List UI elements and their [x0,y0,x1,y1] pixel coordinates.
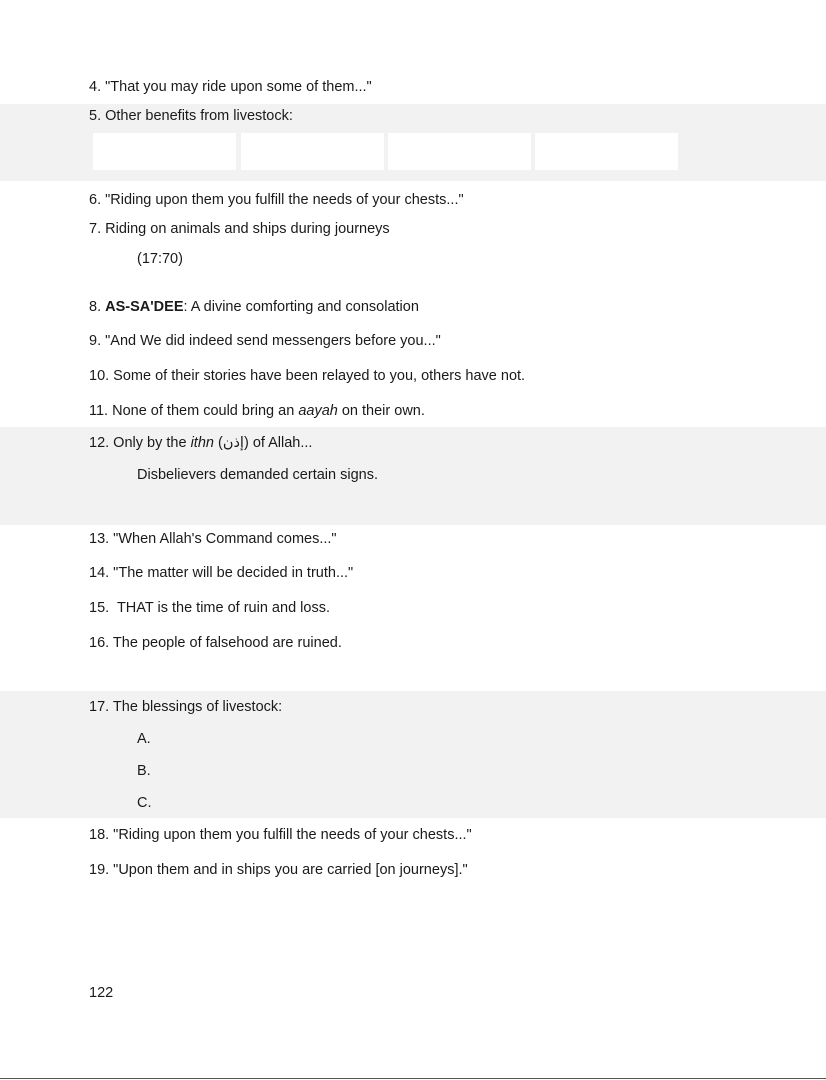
line-7: 7. Riding on animals and ships during journeys [89,221,390,237]
line-8-bold: AS-SA'DEE [105,299,184,315]
line-17-b: B. [137,763,151,779]
answer-box-2[interactable] [241,133,384,170]
line-11-post: on their own. [337,403,425,419]
page-bottom-rule [0,1078,826,1079]
line-12-arabic: (إذن) [213,435,253,451]
line-11-pre: 11. None of them could bring an [89,403,299,419]
line-15: 15. THAT is the time of ruin and loss. [89,600,330,616]
line-12 [89,434,312,452]
line-13: 13. "When Allah's Command comes..." [89,531,337,547]
line-18: 18. "Riding upon them you fulfill the needs of your chests..." [89,827,472,843]
line-17: 17. The blessings of livestock: [89,699,283,715]
answer-box-3[interactable] [388,133,531,170]
line-9: 9. "And We did indeed send messengers before you..." [89,333,441,349]
line-14: 14. "The matter will be decided in truth..." [89,565,354,581]
line-8-rest: : A divine comforting and consolation [183,299,419,315]
line-4: 4. "That you may ride upon some of them..." [89,79,372,95]
line-12-pre: 12. Only by the [89,435,191,451]
answer-box-1[interactable] [93,133,236,170]
line-12-italic: ithn [190,435,214,451]
answer-box-4[interactable] [535,133,678,170]
line-8-number: 8. [89,299,106,315]
page-number: 122 [89,985,114,1001]
line-6: 6. "Riding upon them you fulfill the needs of your chests..." [89,192,464,208]
line-16: 16. The people of falsehood are ruined. [89,635,342,651]
line-17-c: C. [137,795,152,811]
line-10: 10. Some of their stories have been relayed to you, others have not. [89,368,526,384]
line-7-reference: (17:70) [137,251,183,267]
line-12-post: of Allah... [252,435,313,451]
line-11 [89,402,425,420]
line-11-italic: aayah [298,403,338,419]
line-19: 19. "Upon them and in ships you are carried [on journeys]." [89,862,468,878]
line-5: 5. Other benefits from livestock: [89,108,293,124]
line-12-sub: Disbelievers demanded certain signs. [137,467,378,483]
line-8 [89,298,419,316]
line-17-a: A. [137,731,151,747]
